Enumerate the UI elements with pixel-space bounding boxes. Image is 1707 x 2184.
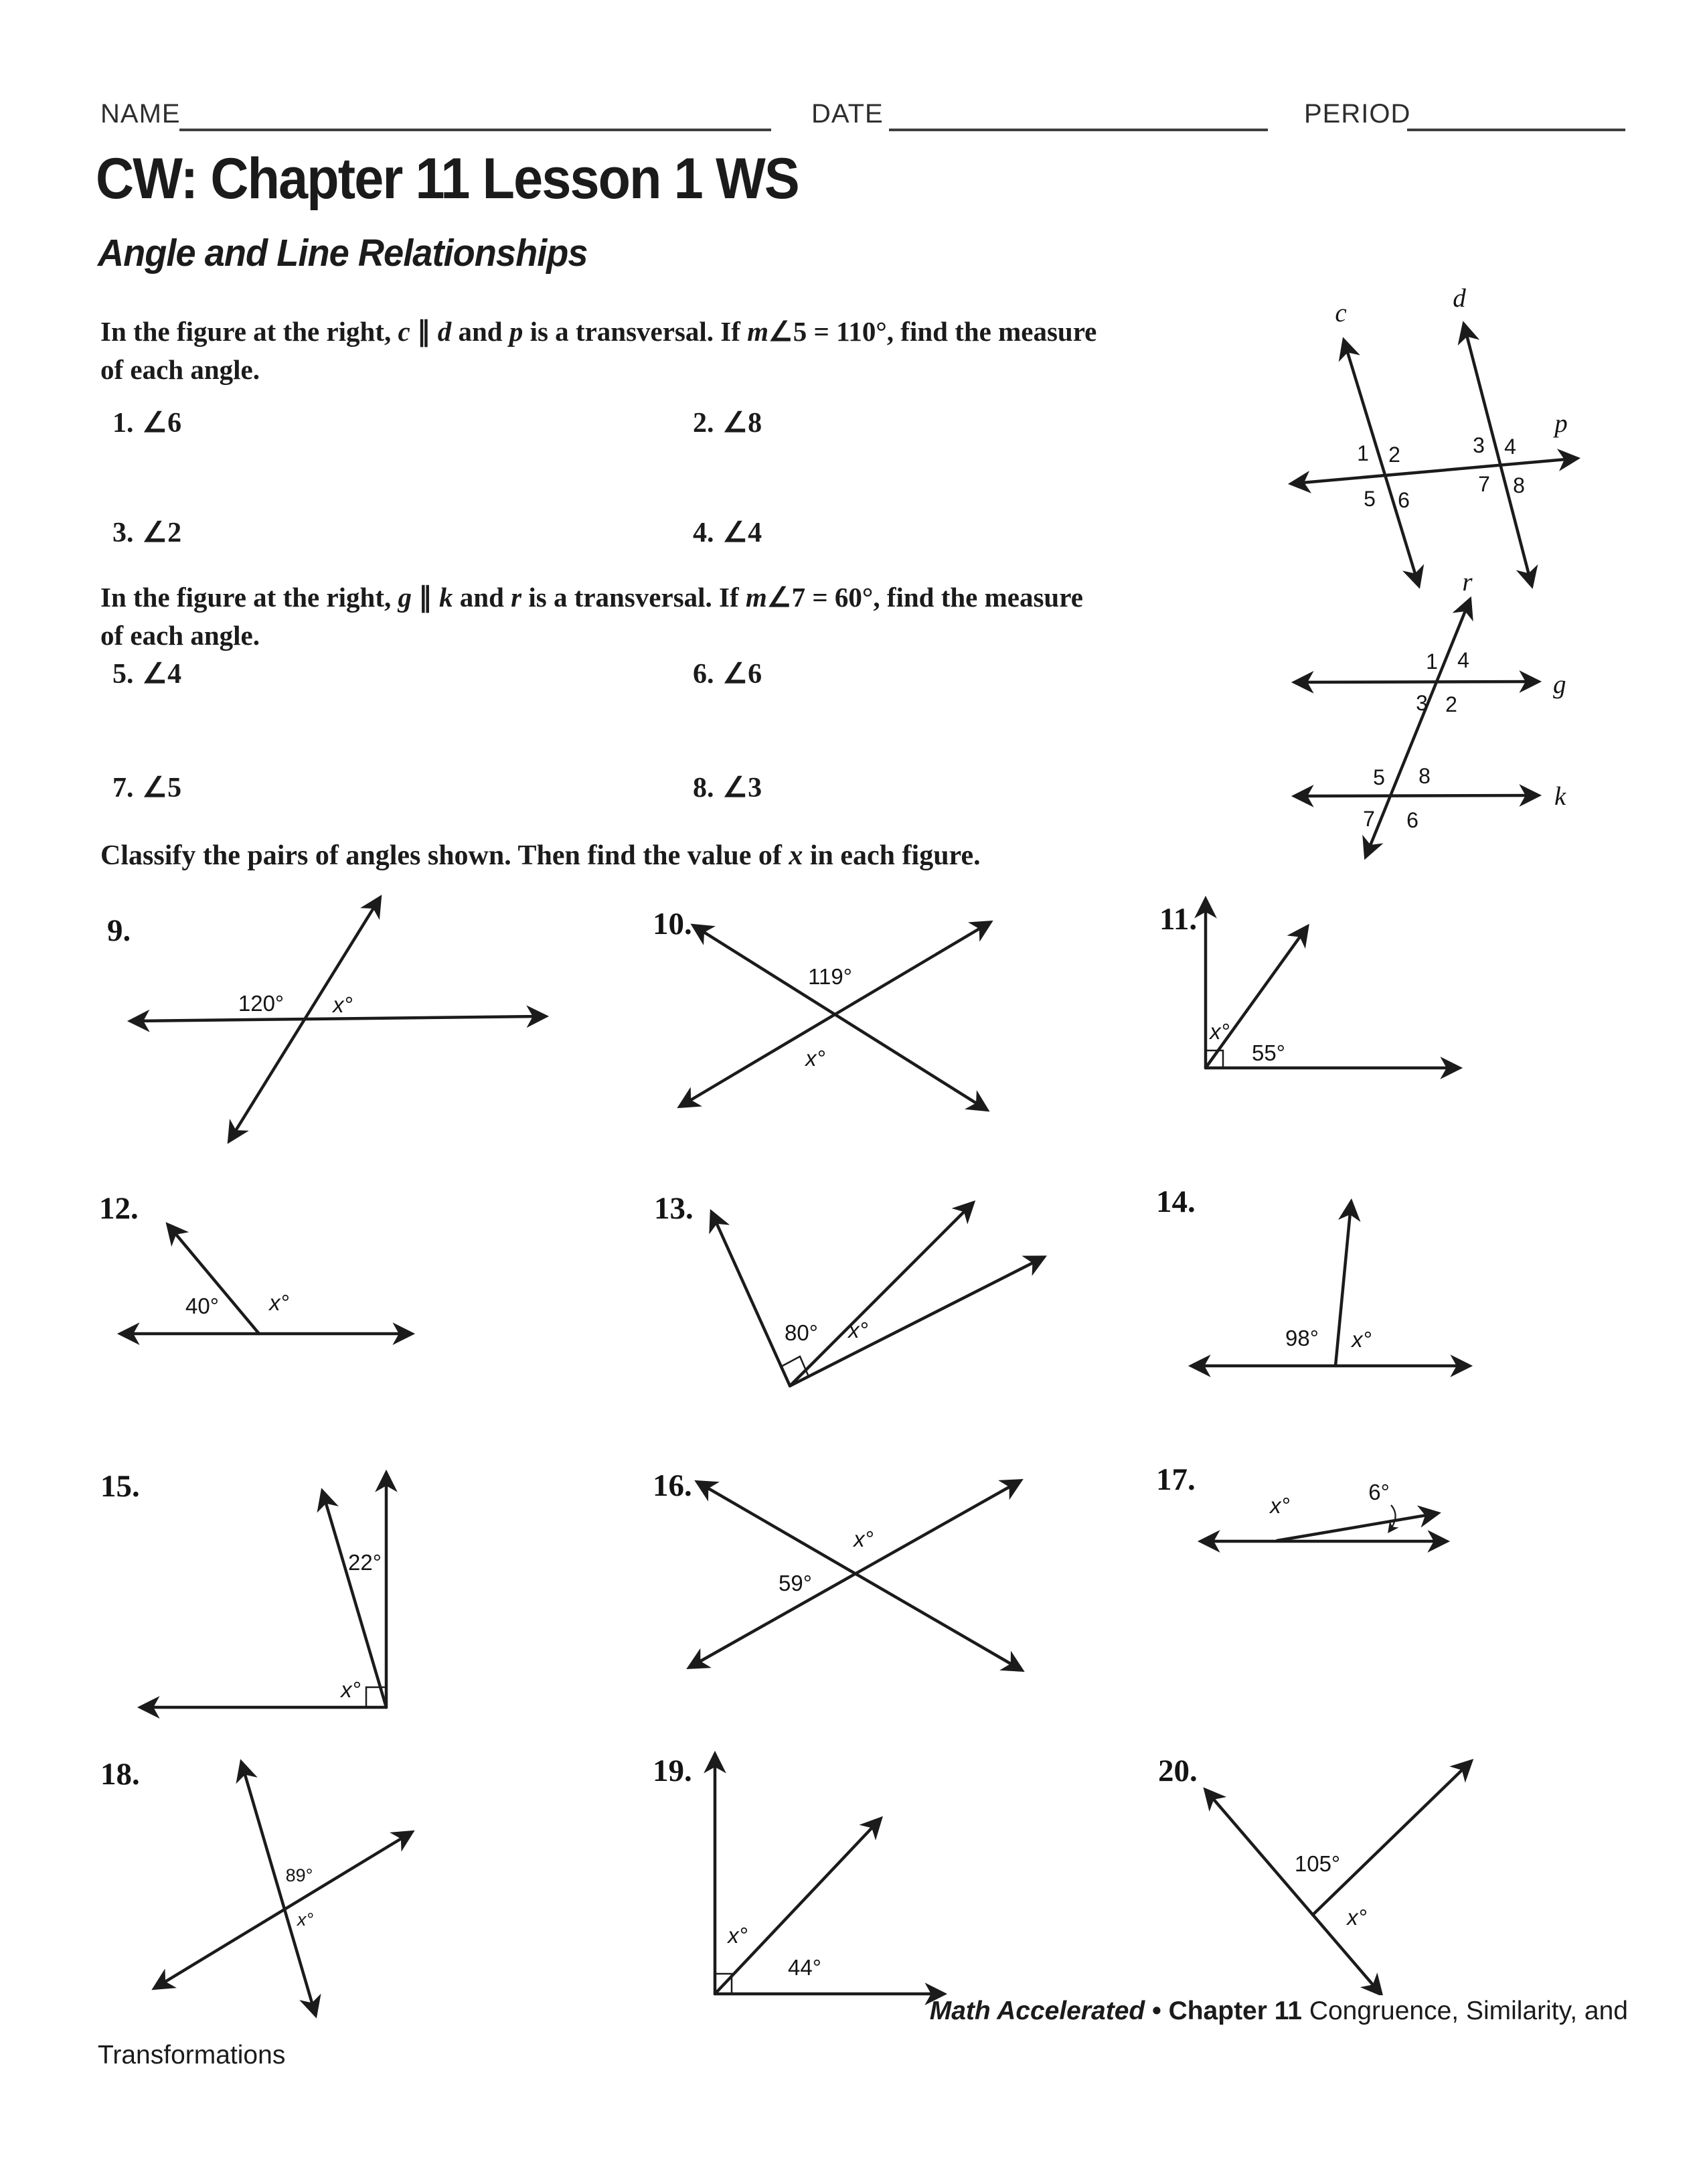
figure-17-canvas	[1138, 1439, 1553, 1627]
intro2-text: In the figure at the right,	[100, 582, 398, 613]
given-angle-label: 44°	[788, 1955, 821, 1980]
problem-4-angle: ∠4	[722, 518, 762, 548]
x-angle-label: x°	[854, 1527, 874, 1551]
period-label: PERIOD	[1304, 99, 1411, 129]
angle-3-label: 3	[1416, 691, 1428, 715]
intro2-var-r: r	[511, 582, 522, 613]
figure-16-canvas	[643, 1439, 1071, 1707]
diagonal-ray	[323, 1494, 386, 1707]
angle-1-label: 1	[1357, 441, 1369, 465]
problem-7-angle: ∠5	[142, 773, 182, 803]
middle-ray	[790, 1205, 971, 1386]
x-angle-label: x°	[1210, 1019, 1230, 1044]
shallow-line	[157, 1834, 409, 1986]
angle-4-label: 4	[1457, 648, 1469, 672]
figure-18-number: 18.	[100, 1757, 140, 1792]
intro1-text3: is a transversal. If	[523, 316, 748, 347]
crossing-line-2	[683, 924, 987, 1105]
diagonal-ray	[1313, 1764, 1469, 1915]
given-angle-label: 22°	[348, 1550, 382, 1575]
problem-8-angle: ∠3	[722, 773, 762, 803]
footer-transformations: Transformations	[98, 2041, 286, 2070]
intro2-var-k: k	[439, 582, 453, 613]
intro2-text4: ∠7 = 60°, find the measure	[766, 582, 1083, 613]
angle-8-label: 8	[1513, 473, 1525, 497]
line-r-label: r	[1462, 568, 1473, 597]
x-angle-label: x°	[728, 1923, 748, 1948]
angle-5-label: 5	[1364, 487, 1376, 511]
figure-parallel-cd	[1238, 268, 1640, 589]
problem-3-angle: ∠2	[142, 518, 182, 548]
name-label: NAME	[100, 99, 181, 129]
x-angle-label: x°	[297, 1909, 314, 1930]
footer-bullet: •	[1145, 1997, 1169, 2025]
line-k-label: k	[1554, 782, 1566, 811]
classify-text2: in each figure.	[803, 840, 981, 871]
figure-15-canvas	[94, 1439, 562, 1727]
figure-17-number: 17.	[1156, 1462, 1196, 1497]
problem-8-number: 8.	[693, 773, 714, 803]
figure-11-number: 11.	[1159, 902, 1198, 937]
given-angle-label: 6°	[1368, 1480, 1390, 1504]
problem-6-number: 6.	[693, 659, 714, 690]
footer-chapter: Chapter 11	[1168, 1997, 1302, 2025]
x-angle-label: x°	[1352, 1327, 1372, 1352]
intro1-line2: of each angle.	[100, 354, 260, 385]
classify-heading	[100, 840, 981, 872]
intro1-var-c: c	[398, 316, 410, 347]
x-angle-label: x°	[333, 992, 353, 1017]
figure-14-canvas	[1138, 1165, 1553, 1406]
angle-2-label: 2	[1445, 692, 1457, 716]
intro2-line2: of each angle.	[100, 620, 260, 651]
figure-13-number: 13.	[654, 1191, 694, 1226]
figure-18-canvas	[94, 1727, 562, 2022]
figure-11-canvas	[1151, 890, 1499, 1132]
problem-5-number: 5.	[112, 659, 134, 690]
figure-15-number: 15.	[100, 1469, 140, 1504]
given-angle-label: 119°	[808, 964, 852, 989]
given-angle-label: 89°	[285, 1865, 313, 1885]
intro1-text4: ∠5 = 110°, find the measure	[768, 316, 1097, 347]
figure-20-canvas	[1138, 1727, 1607, 1995]
intro1-text: In the figure at the right,	[100, 316, 398, 347]
x-angle-label: x°	[1347, 1905, 1367, 1930]
crossing-line-1	[700, 1484, 1019, 1668]
line-c-label: c	[1335, 299, 1347, 327]
intro2-parallel: ∥	[412, 582, 440, 613]
problem-2	[693, 406, 762, 439]
figure-9-number: 9.	[107, 913, 131, 948]
problem-4	[693, 516, 762, 549]
footer-brand: Math Accelerated	[929, 1997, 1145, 2025]
line-c	[1345, 343, 1418, 582]
line-d-label: d	[1453, 284, 1466, 313]
intro2-text2: and	[453, 582, 511, 613]
intro2-var-g: g	[398, 582, 412, 613]
intro1-parallel: ∥	[410, 316, 438, 347]
steep-line	[242, 1766, 315, 2012]
problem-5-angle: ∠4	[142, 659, 182, 690]
x-angle-label: x°	[1270, 1493, 1290, 1518]
problem-3-number: 3.	[112, 518, 134, 548]
page-title: CW: Chapter 11 Lesson 1 WS	[96, 147, 799, 211]
angle-5-label: 5	[1373, 765, 1385, 789]
figure-9-canvas	[94, 890, 562, 1158]
angle-2-label: 2	[1388, 443, 1400, 467]
intro2-text3: is a transversal. If	[521, 582, 746, 613]
shallow-ray	[1277, 1514, 1435, 1541]
line-p-label: p	[1554, 409, 1568, 438]
problem-6-angle: ∠6	[722, 659, 762, 690]
angle-1-label: 1	[1426, 649, 1438, 674]
problem-4-number: 4.	[693, 518, 714, 548]
crossing-line-1	[696, 927, 984, 1108]
problem-5	[112, 657, 181, 690]
intro1-var-m: m	[747, 316, 769, 347]
figure-12-canvas	[94, 1172, 522, 1386]
problem-6	[693, 657, 762, 690]
given-angle-label: 40°	[185, 1294, 219, 1318]
problem-2-number: 2.	[693, 408, 714, 439]
left-ray	[713, 1215, 790, 1386]
angle-6-label: 6	[1398, 488, 1410, 512]
problem-1-number: 1.	[112, 408, 134, 439]
given-angle-label: 120°	[238, 991, 284, 1016]
angle-4-label: 4	[1504, 435, 1516, 459]
problem-3	[112, 516, 181, 549]
line-g-label: g	[1553, 670, 1566, 699]
figure-parallel-gk-canvas	[1238, 556, 1640, 870]
line-k	[1298, 795, 1535, 796]
figure-10-canvas	[643, 890, 1058, 1145]
given-angle-label: 98°	[1285, 1326, 1319, 1350]
slanted-line	[1208, 1792, 1379, 1992]
angle-7-label: 7	[1478, 472, 1490, 496]
vertical-ray	[1335, 1205, 1351, 1366]
problem-8	[693, 771, 762, 804]
figure-20-number: 20.	[1158, 1753, 1198, 1788]
page-subtitle: Angle and Line Relationships	[98, 232, 588, 275]
date-label: DATE	[811, 99, 884, 129]
problem-2-angle: ∠8	[722, 408, 762, 439]
section1-intro	[100, 313, 1279, 389]
problem-1-angle: ∠6	[142, 408, 182, 439]
figure-parallel-gk	[1238, 556, 1640, 870]
figure-13-canvas	[643, 1165, 1071, 1406]
angle-8-label: 8	[1418, 764, 1431, 788]
given-angle-label: 59°	[779, 1571, 812, 1595]
period-blank-line	[1407, 129, 1625, 131]
angle-7-label: 7	[1363, 807, 1375, 831]
figure-19-number: 19.	[653, 1753, 692, 1788]
figure-12-number: 12.	[99, 1191, 139, 1226]
footer-source-line	[930, 1997, 1628, 2026]
figure-19-canvas	[643, 1727, 1058, 2022]
angle-6-label: 6	[1406, 808, 1418, 832]
intro1-text2: and	[451, 316, 509, 347]
given-angle-label: 80°	[785, 1320, 818, 1345]
x-angle-label: x°	[341, 1677, 361, 1702]
classify-var-x: x	[789, 840, 803, 871]
given-angle-label: 55°	[1252, 1040, 1285, 1065]
intro1-var-p: p	[509, 316, 523, 347]
horizontal-line	[134, 1016, 542, 1021]
lower-ray	[790, 1259, 1041, 1386]
footer-chapter-title: Congruence, Similarity, and	[1301, 1997, 1628, 2025]
problem-1	[112, 406, 181, 439]
figure-parallel-cd-canvas	[1238, 268, 1640, 589]
figure-16-number: 16.	[653, 1468, 692, 1503]
figure-14-number: 14.	[1156, 1184, 1196, 1219]
intro1-var-d: d	[437, 316, 452, 347]
classify-text: Classify the pairs of angles shown. Then find the value of	[100, 840, 789, 871]
angle-pointer-arrow	[1390, 1505, 1396, 1531]
given-angle-label: 105°	[1294, 1851, 1341, 1876]
angle-3-label: 3	[1473, 433, 1485, 457]
intro2-var-m: m	[745, 582, 767, 613]
x-angle-label: x°	[269, 1290, 289, 1315]
problem-7	[112, 771, 181, 804]
problem-7-number: 7.	[112, 773, 134, 803]
transversal-p	[1295, 459, 1574, 483]
x-angle-label: x°	[805, 1046, 825, 1071]
figure-10-number: 10.	[653, 907, 692, 941]
section2-intro	[100, 578, 1279, 655]
x-angle-label: x°	[848, 1318, 868, 1342]
name-blank-line	[179, 129, 771, 131]
date-blank-line	[889, 129, 1268, 131]
